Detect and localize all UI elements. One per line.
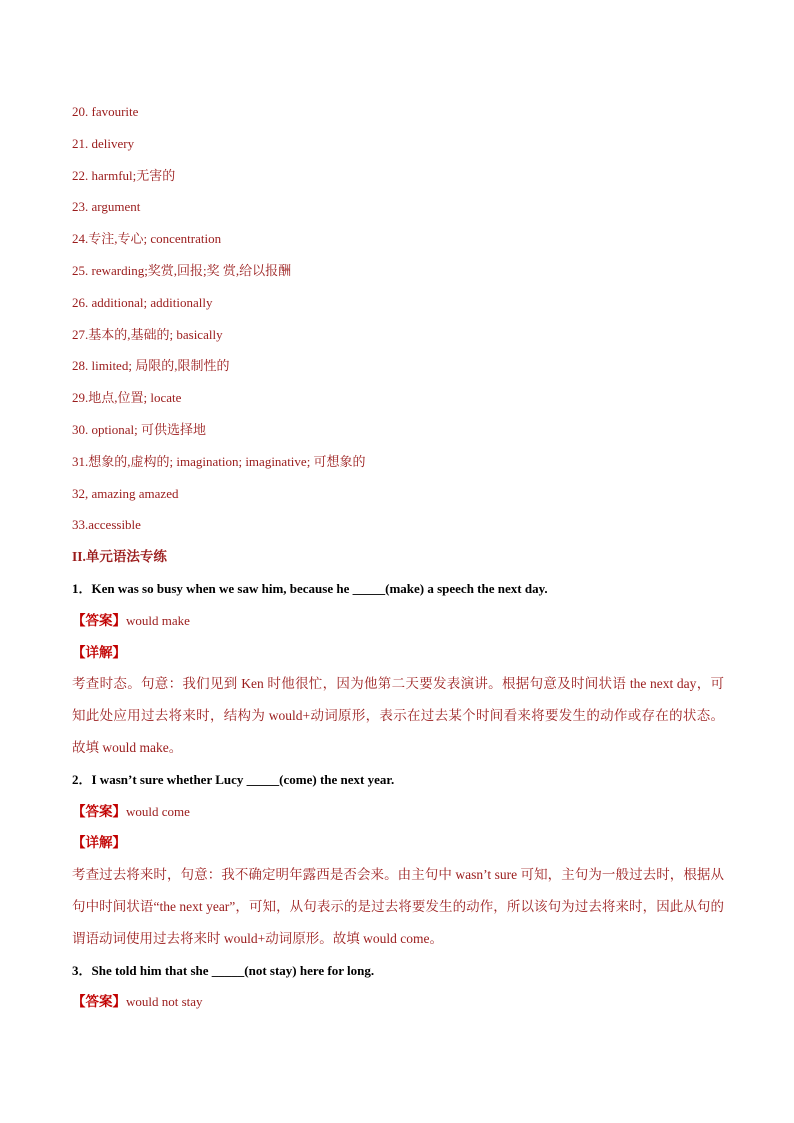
vocab-item: 25. rewarding;奖赏,回报;奖 赏,给以报酬	[72, 262, 292, 278]
explanation: 考查时态。句意：我们见到 Ken 时他很忙，因为他第二天要发表演讲。根据句意及时间状语 the next day，可知此处应用过去将来时，结构为 would+动词原形，表示在过去某个时间看来将要发生的动作或存在的状态。故填 would make。	[72, 676, 724, 755]
answer-text: would come	[126, 803, 190, 819]
section-title: II.单元语法专练	[72, 549, 167, 565]
vocab-item: 26. additional; additionally	[72, 294, 213, 310]
answer-tag: 【答案】	[72, 803, 126, 819]
question-stem: 1．Ken was so busy when we saw him, because he _____(make) a speech the next day.	[72, 580, 548, 596]
vocab-item: 29.地点,位置; locate	[72, 390, 182, 406]
answer-tag: 【答案】	[72, 612, 126, 628]
vocab-item: 33.accessible	[72, 517, 141, 533]
answer-line	[72, 986, 724, 1018]
explanation: 考查过去将来时，句意：我不确定明年露西是否会来。由主句中 wasn’t sure 可知，主句为一般过去时，根据从句中时间状语“the next year”，可知，从句表示的是过去将要发生的动作，所以该句为过去将来时，因此从句的谓语动词使用过去将来时 would+动词原形。故填 would come。	[72, 867, 724, 946]
vocab-item: 28. limited; 局限的,限制性的	[72, 358, 230, 374]
vocab-item: 24.专注,专心; concentration	[72, 231, 222, 247]
vocab-item: 20. favourite	[72, 104, 139, 119]
answer-line	[72, 605, 724, 637]
question-stem: 3．She told him that she _____(not stay) here for long.	[72, 962, 375, 978]
answer-text: would make	[126, 612, 190, 628]
detail-tag: 【详解】	[72, 644, 126, 660]
question-stem: 2．I wasn’t sure whether Lucy _____(come) the next year.	[72, 771, 395, 787]
detail-tag: 【详解】	[72, 835, 126, 851]
vocab-item: 23. argument	[72, 199, 141, 215]
answer-line	[72, 796, 724, 828]
document-page	[72, 96, 724, 1018]
vocab-item: 30. optional; 可供选择地	[72, 421, 206, 437]
vocab-item: 31.想象的,虚构的; imagination; imaginative; 可想象的	[72, 453, 366, 469]
vocab-item: 22. harmful;无害的	[72, 167, 176, 183]
answer-text: would not stay	[126, 994, 203, 1010]
answer-tag: 【答案】	[72, 994, 126, 1010]
vocab-item: 32, amazing amazed	[72, 485, 179, 501]
vocab-item: 21. delivery	[72, 135, 135, 151]
vocab-item: 27.基本的,基础的; basically	[72, 326, 223, 342]
